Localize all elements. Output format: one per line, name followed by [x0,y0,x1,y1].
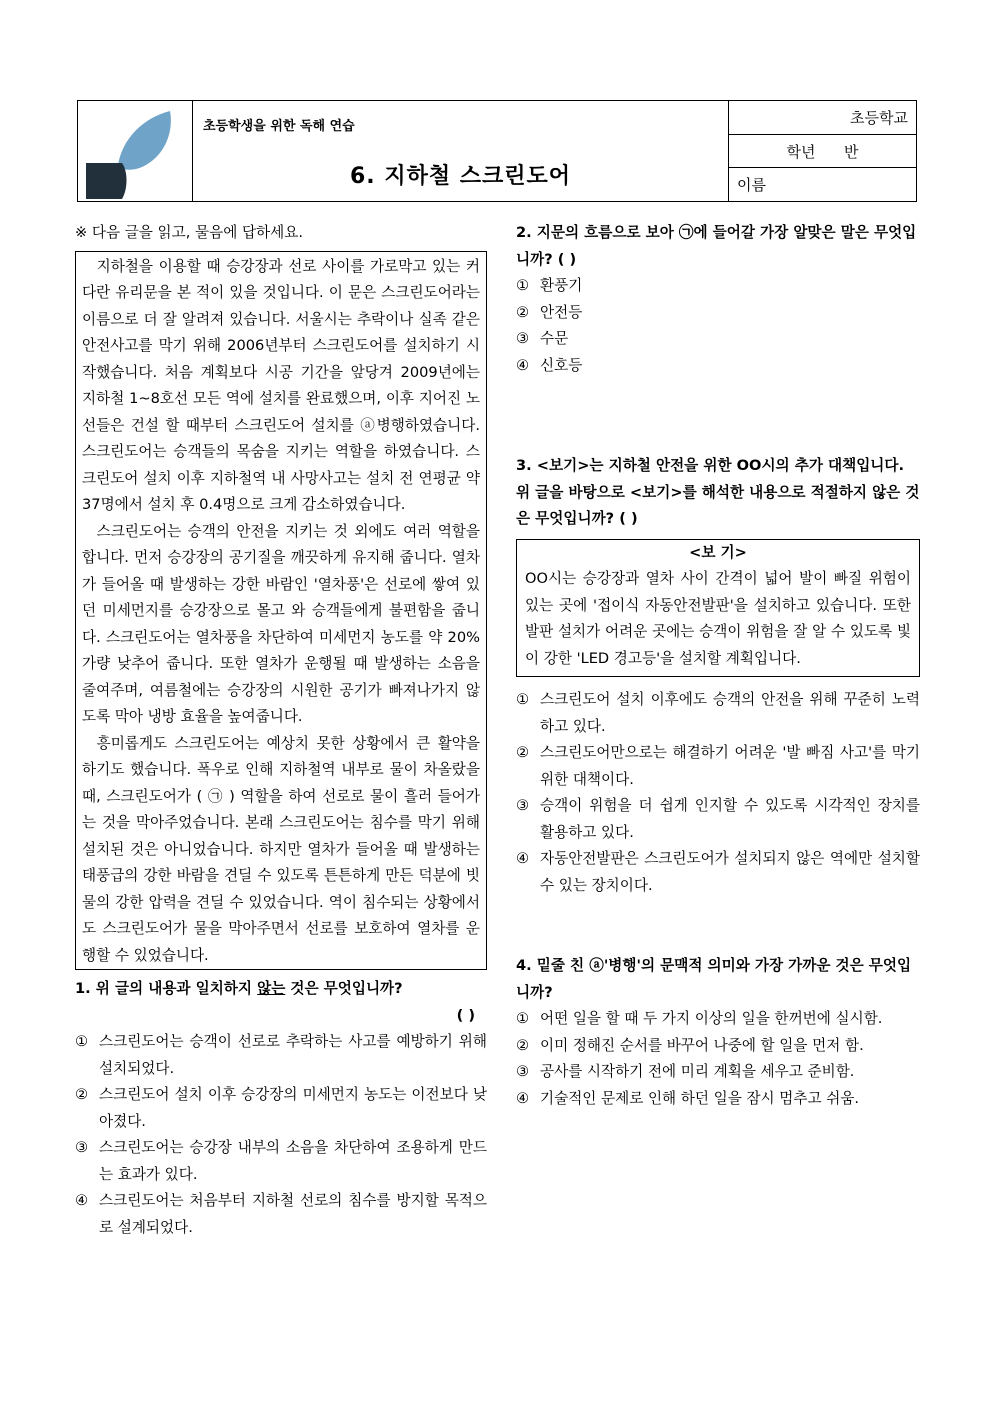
reading-passage [75,251,487,971]
option-item[interactable]: ① 환풍기 [516,277,583,294]
title-cell [193,101,729,201]
option-item[interactable]: ② 이미 정해진 순서를 바꾸어 나중에 할 일을 먼저 함. [516,1036,864,1054]
answer-blank[interactable]: ( ) [456,1006,475,1024]
example-box-text: OO시는 승강장과 열차 사이 간격이 넓어 발이 빠질 위험이 있는 곳에 '접이식 자동안전발판'을 설치하고 있습니다. 또한 발판 설치가 어려운 곳에는 승객이 위험을 잘 알 수 있도록 빛이 강한 'LED 경고등'을 설치할 계획입니다. [525,570,911,667]
lesson-title: 6. 지하철 스크린도어 [350,164,571,189]
option-item[interactable]: ④ 기술적인 문제로 인해 하던 일을 잠시 멈추고 쉬움. [516,1089,860,1107]
series-title: 초등학생을 위한 독해 연습 [203,119,355,134]
option-item[interactable]: ④ 스크린도어는 처음부터 지하철 선로의 침수를 방지할 목적으로 설계되었다. [75,1192,487,1236]
option-item[interactable]: ② 스크린도어 설치 이후 승강장의 미세먼지 농도는 이전보다 낮아졌다. [75,1086,487,1130]
example-box [516,539,920,678]
question-1-title: 1. 위 글의 내용과 일치하지 않는 것은 무엇입니까? [75,980,403,997]
option-item[interactable]: ① 어떤 일을 할 때 두 가지 이상의 일을 한꺼번에 실시함. [516,1010,883,1027]
question-2-title: 2. 지문의 흐름으로 보아 ㉠에 들어갈 가장 알맞은 말은 무엇입니까? ( ) [516,224,917,268]
name-field[interactable]: 이름 [737,176,766,195]
option-item[interactable]: ④ 신호등 [516,356,583,374]
school-field[interactable]: 초등학교 [729,101,916,135]
passage-paragraph: 지하철을 이용할 때 승강장과 선로 사이를 가로막고 있는 커다란 유리문을 본 적이 있을 것입니다. 이 문은 스크린도어라는 이름으로 더 잘 알려져 있습니다. 서울시는 추락이나 실족 같은 안전사고를 막기 위해 2006년부터 스크린도어를 설치하기 시작했습니다. 처음 계획보다 시공 기간을 앞당겨 2009년에는 지하철 1~8호선 모든 역에 설치를 완료했으며, 이후 지어진 노선들은 건설 할 때부터 스크린도어 설치를 ⓐ병행하였습니다. 스크린도어는 승객들의 목숨을 지키는 역할을 하였습니다. 스크린도어 설치 이후 지하철역 내 사망사고는 설치 전 연평균 약 37명에서 설치 후 0.4명으로 크게 감소하였습니다. [82,257,480,513]
option-item[interactable]: ③ 공사를 시작하기 전에 미리 계획을 세우고 준비함. [516,1063,855,1080]
passage-paragraph: 흥미롭게도 스크린도어는 예상치 못한 상황에서 큰 활약을 하기도 했습니다. 폭우로 인해 지하철역 내부로 물이 차올랐을 때, 스크린도어가 ( ㉠ ) 역할을 하여 선로로 물이 흘러 들어가는 것을 막아주었습니다. 본래 스크린도어는 침수를 막기 위해 설치된 것은 아니었습니다. 하지만 열차가 들어올 때 발생하는 태풍급의 강한 바람을 견딜 수 있도록 튼튼하게 만든 덕분에 빗물의 강한 압력을 견딜 수 있었습니다. 역이 침수되는 상황에서도 스크린도어가 물을 막아주면서 선로를 보호하여 열차를 운행할 수 있었습니다. [82,734,480,964]
option-item[interactable]: ① 스크린도어 설치 이후에도 승객의 안전을 위해 꾸준히 노력하고 있다. [516,691,920,735]
option-item[interactable]: ③ 승객이 위험을 더 쉽게 인지할 수 있도록 시각적인 장치를 활용하고 있다. [516,797,920,841]
student-info [729,101,916,201]
worksheet-header [77,100,917,202]
left-column [75,220,487,1241]
option-item[interactable]: ② 안전등 [516,303,583,321]
instruction: ※ 다음 글을 읽고, 물음에 답하세요. [75,224,303,241]
option-item[interactable]: ③ 수문 [516,330,569,347]
option-item[interactable]: ② 스크린도어만으로는 해결하기 어려운 '발 빠짐 사고'를 막기 위한 대책이다. [516,744,920,788]
passage-paragraph: 스크린도어는 승객의 안전을 지키는 것 외에도 여러 역할을 합니다. 먼저 승강장의 공기질을 깨끗하게 유지해 줍니다. 열차가 들어올 때 발생하는 강한 바람인 '열차풍'은 선로에 쌓여 있던 미세먼지를 승강장으로 몰고 와 승객들에게 불편함을 줍니다. 스크린도어는 열차풍을 차단하여 미세먼지 농도를 약 20%가량 낮추어 줍니다. 또한 열차가 운행될 때 발생하는 소음을 줄여주며, 여름철에는 승강장의 시원한 공기가 빠져나가지 않도록 막아 냉방 효율을 높여줍니다. [82,522,480,725]
option-item[interactable]: ① 스크린도어는 승객이 선로로 추락하는 사고를 예방하기 위해 설치되었다. [75,1033,487,1077]
question-4-title: 4. 밑줄 친 ⓐ'병행'의 문맥적 의미와 가장 가까운 것은 무엇입니까? [516,957,912,1001]
example-box-title: <보 기> [689,543,747,561]
question-3-title: 3. <보기>는 지하철 안전을 위한 OO시의 추가 대책입니다. 위 글을 바탕으로 <보기>를 해석한 내용으로 적절하지 않은 것은 무엇입니까? ( ) [516,457,920,527]
right-column [516,220,920,1112]
water-drop-logo-icon [78,101,192,203]
grade-class-field[interactable]: 학년 반 [729,135,916,169]
option-item[interactable]: ④ 자동안전발판은 스크린도어가 설치되지 않은 역에만 설치할 수 있는 장치이다. [516,850,920,894]
option-item[interactable]: ③ 스크린도어는 승강장 내부의 소음을 차단하여 조용하게 만드는 효과가 있다. [75,1139,487,1183]
logo-cell [78,101,193,201]
